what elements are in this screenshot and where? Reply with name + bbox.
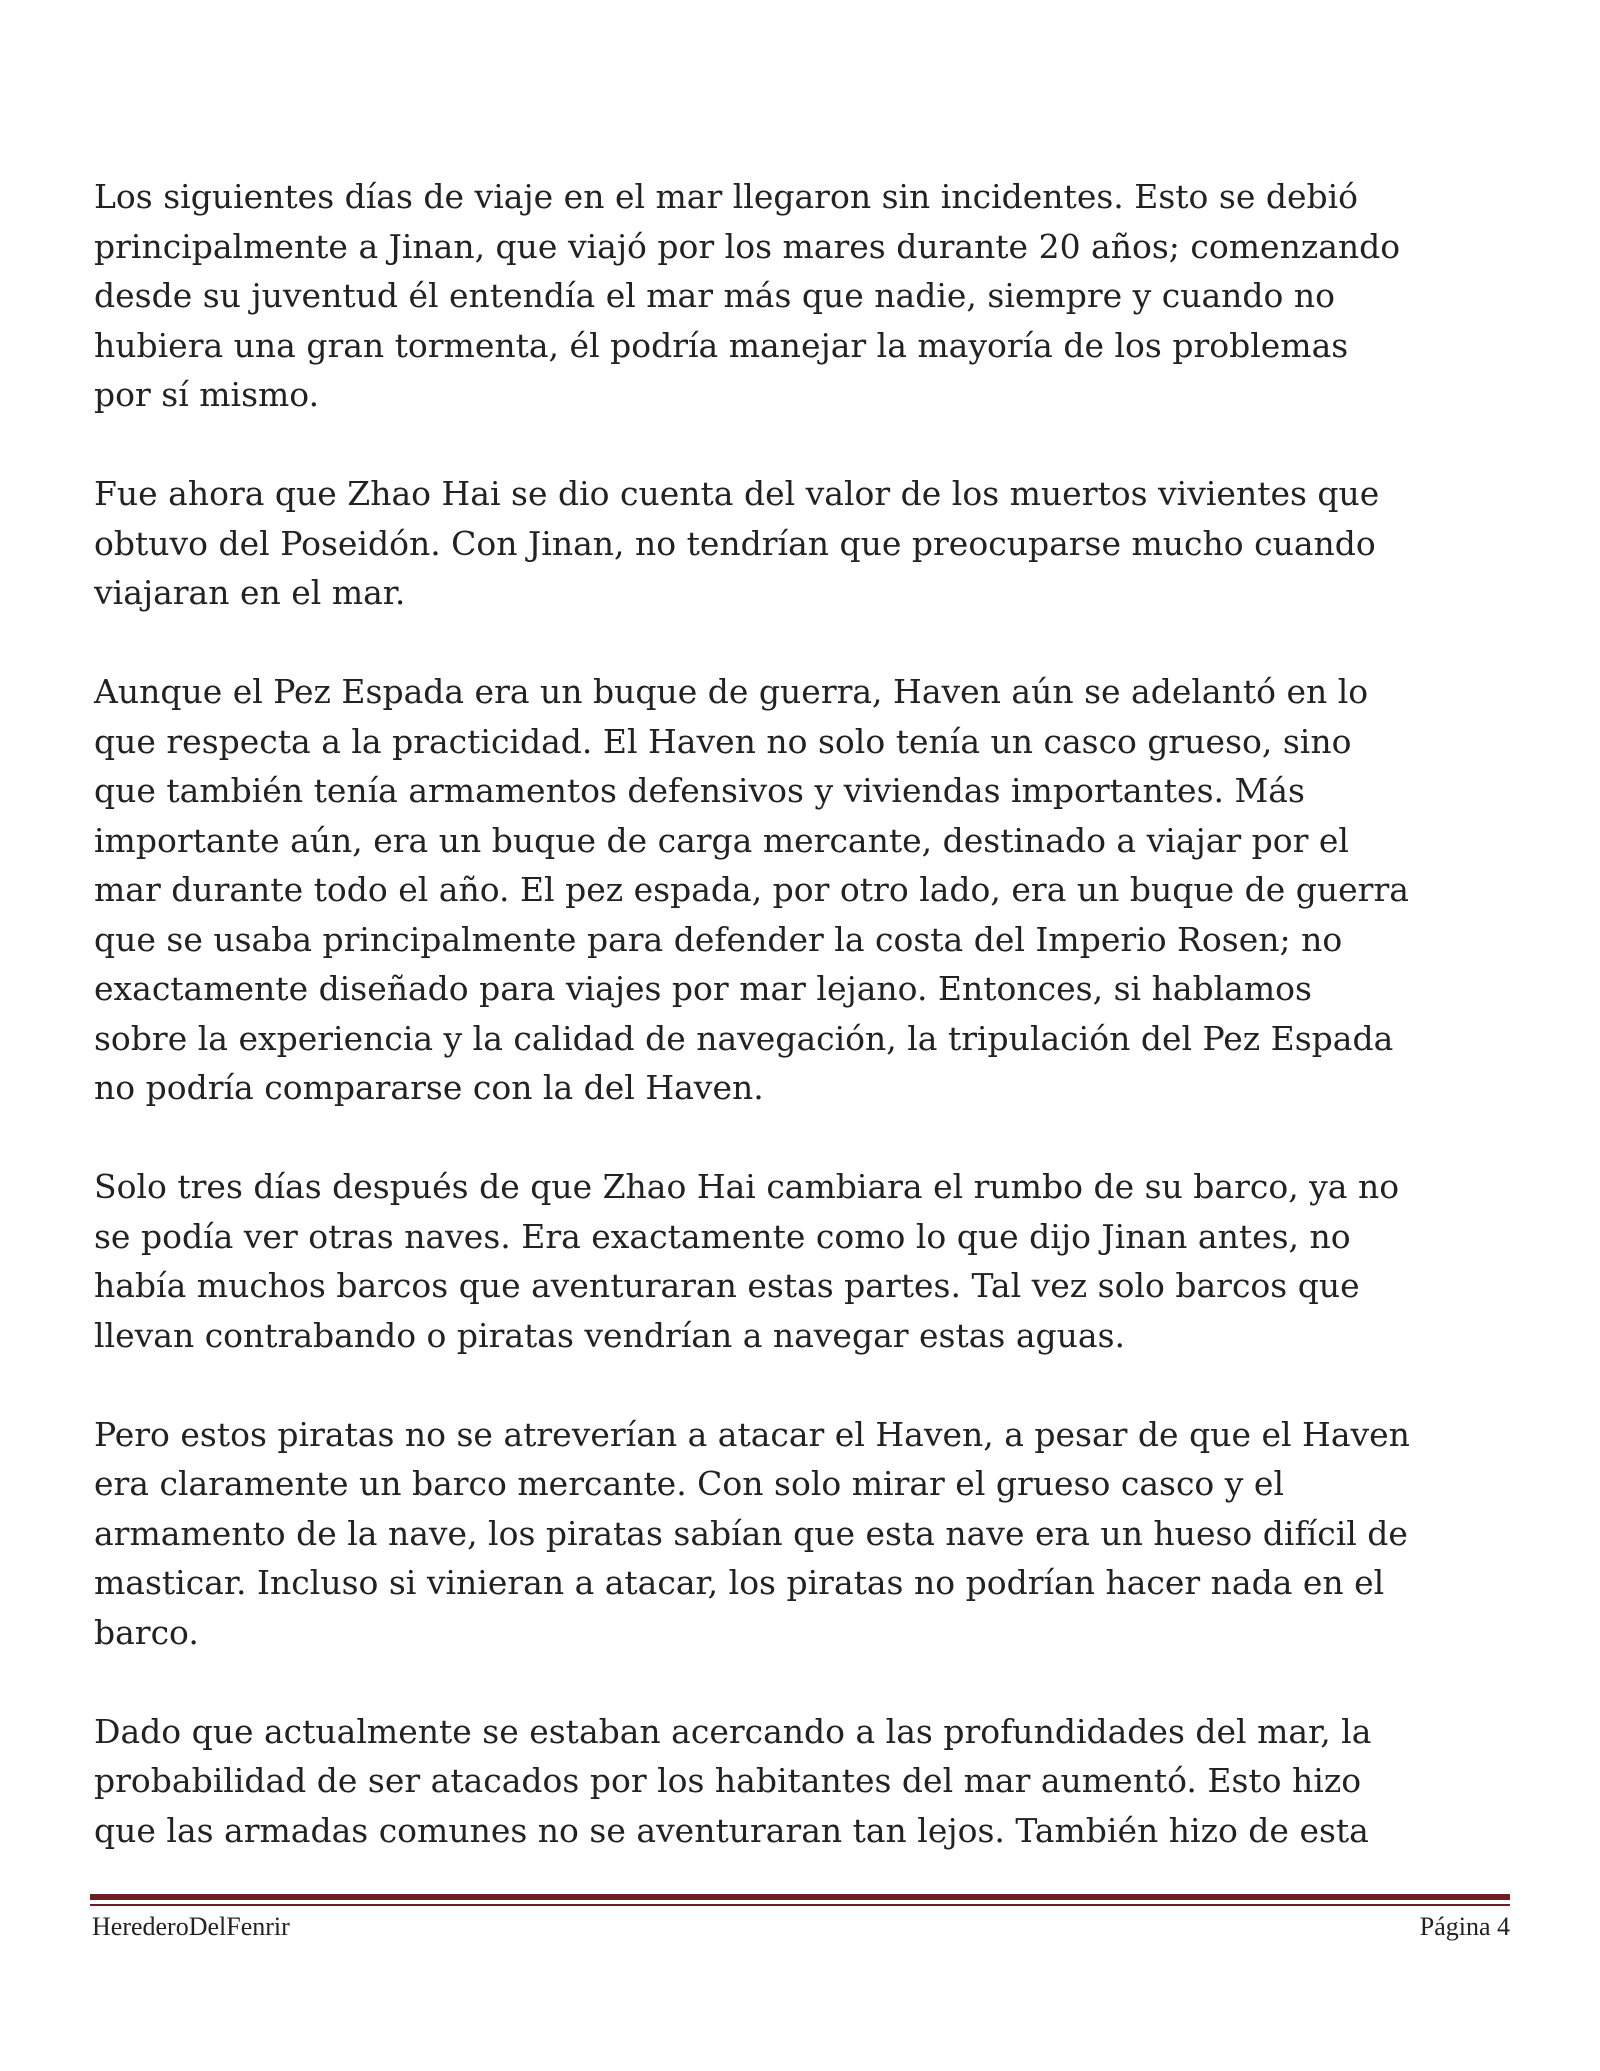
text-line: que respecta a la practicidad. El Haven no solo tenía un casco grueso, sino — [94, 721, 1352, 761]
text-line: masticar. Incluso si vinieran a atacar, los piratas no podrían hacer nada en el — [94, 1563, 1385, 1602]
text-line: importante aún, era un buque de carga mercante, destinado a viajar por el — [94, 820, 1349, 860]
text-line: Los siguientes días de viaje en el mar llegaron sin incidentes. Esto se debió — [94, 177, 1359, 216]
paragraph-5 — [94, 1410, 1514, 1658]
paragraph-3 — [94, 667, 1514, 1113]
text-line: Aunque el Pez Espada era un buque de guerra, Haven aún se adelantó en lo — [94, 672, 1369, 711]
text-line: llevan contrabando o piratas vendrían a navegar estas aguas. — [94, 1315, 1125, 1355]
text-line: obtuvo del Poseidón. Con Jinan, no tendrían que preocuparse mucho cuando — [94, 523, 1376, 563]
text-line: desde su juventud él entendía el mar más que nadie, siempre y cuando no — [94, 276, 1336, 315]
body-text — [94, 172, 1514, 1855]
footer-author: HerederoDelFenrir — [92, 1912, 290, 1941]
text-line: viajaran en el mar. — [94, 573, 406, 612]
text-line: Pero estos piratas no se atreverían a atacar el Haven, a pesar de que el Haven — [94, 1414, 1410, 1454]
text-line: Fue ahora que Zhao Hai se dio cuenta del valor de los muertos vivientes que — [94, 474, 1380, 513]
page-number: Página 4 — [1419, 1912, 1510, 1941]
text-line: sobre la experiencia y la calidad de navegación, la tripulación del Pez Espada — [94, 1018, 1394, 1058]
text-line: que las armadas comunes no se aventuraran tan lejos. También hizo de esta — [94, 1810, 1369, 1850]
footer-divider-thick — [90, 1894, 1510, 1900]
text-line: exactamente diseñado para viajes por mar lejano. Entonces, si hablamos — [94, 969, 1312, 1008]
text-line: principalmente a Jinan, que viajó por los mares durante 20 años; comenzando — [94, 226, 1401, 266]
text-line: Solo tres días después de que Zhao Hai cambiara el rumbo de su barco, ya no — [94, 1167, 1400, 1206]
paragraph-6 — [94, 1707, 1514, 1856]
paragraph-2 — [94, 469, 1514, 618]
text-line: barco. — [94, 1612, 199, 1652]
text-line: Dado que actualmente se estaban acercando a las profundidades del mar, la — [94, 1711, 1372, 1751]
text-line: armamento de la nave, los piratas sabían que esta nave era un hueso difícil de — [94, 1513, 1408, 1553]
page-footer — [92, 1912, 1510, 1952]
text-line: que se usaba principalmente para defender la costa del Imperio Rosen; no — [94, 919, 1343, 959]
footer-divider — [90, 1894, 1510, 1908]
paragraph-4 — [94, 1162, 1514, 1360]
text-line: probabilidad de ser atacados por los habitantes del mar aumentó. Esto hizo — [94, 1761, 1362, 1800]
paragraph-1 — [94, 172, 1514, 420]
text-line: no podría compararse con la del Haven. — [94, 1068, 764, 1107]
text-line: había muchos barcos que aventuraran estas partes. Tal vez solo barcos que — [94, 1266, 1360, 1305]
text-line: hubiera una gran tormenta, él podría manejar la mayoría de los problemas — [94, 325, 1349, 365]
text-line: se podía ver otras naves. Era exactamente como lo que dijo Jinan antes, no — [94, 1216, 1351, 1256]
text-line: era claramente un barco mercante. Con solo mirar el grueso casco y el — [94, 1464, 1284, 1503]
footer-divider-thin — [90, 1904, 1510, 1906]
text-line: mar durante todo el año. El pez espada, por otro lado, era un buque de guerra — [94, 870, 1409, 909]
text-line: por sí mismo. — [94, 375, 320, 414]
text-line: que también tenía armamentos defensivos y viviendas importantes. Más — [94, 771, 1305, 810]
